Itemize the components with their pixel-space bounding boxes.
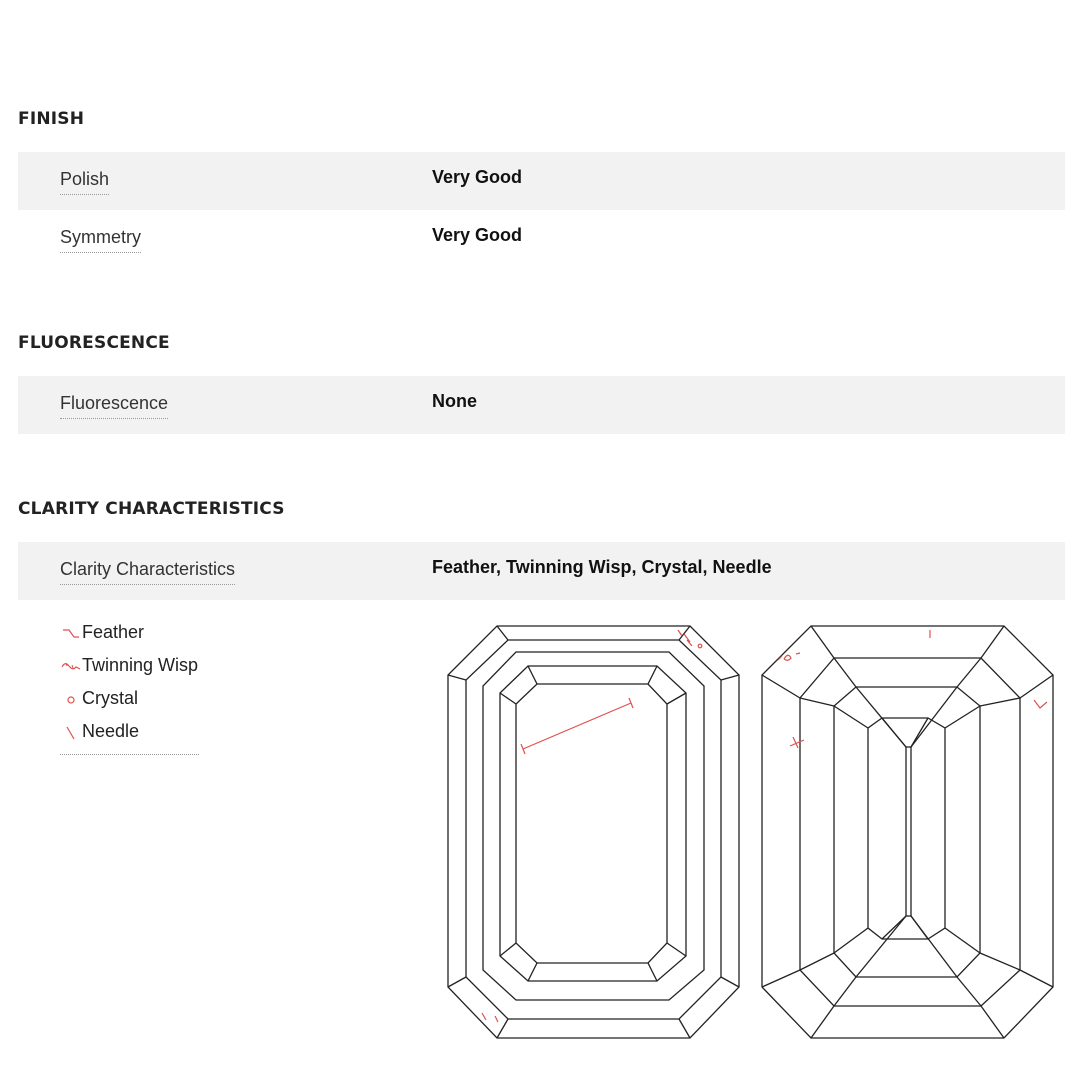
legend-label-feather: Feather <box>82 622 145 642</box>
legend-item-feather <box>60 616 199 649</box>
crystal-symbol-icon <box>60 688 82 710</box>
symmetry-label[interactable]: Symmetry <box>60 227 141 253</box>
clarity-heading: CLARITY CHARACTERISTICS <box>18 499 285 519</box>
clarity-legend <box>60 616 199 755</box>
fluorescence-value: None <box>432 391 477 411</box>
symmetry-value: Very Good <box>432 225 523 245</box>
fluorescence-row <box>18 376 1065 434</box>
legend-label-crystal: Crystal <box>82 688 139 708</box>
fluorescence-heading: FLUORESCENCE <box>18 333 170 353</box>
legend-label-needle: Needle <box>82 721 140 741</box>
symmetry-row <box>18 210 1065 268</box>
crown-view-plot <box>446 616 740 1041</box>
legend-item-needle <box>60 715 199 748</box>
polish-row <box>18 152 1065 210</box>
polish-label[interactable]: Polish <box>60 169 109 195</box>
finish-heading: FINISH <box>18 109 85 129</box>
legend-item-crystal <box>60 682 199 715</box>
twinning-wisp-symbol-icon <box>60 655 82 677</box>
feather-symbol-icon <box>60 622 82 644</box>
clarity-characteristics-row <box>18 542 1065 600</box>
legend-label-twinning-wisp: Twinning Wisp <box>82 655 199 675</box>
needle-symbol-icon <box>60 721 82 743</box>
clarity-characteristics-label[interactable]: Clarity Characteristics <box>60 559 235 585</box>
legend-item-twinning-wisp <box>60 649 199 682</box>
polish-value: Very Good <box>432 167 523 187</box>
pavilion-view-plot <box>760 616 1054 1041</box>
fluorescence-label[interactable]: Fluorescence <box>60 393 168 419</box>
clarity-characteristics-value: Feather, Twinning Wisp, Crystal, Needle <box>432 557 772 577</box>
